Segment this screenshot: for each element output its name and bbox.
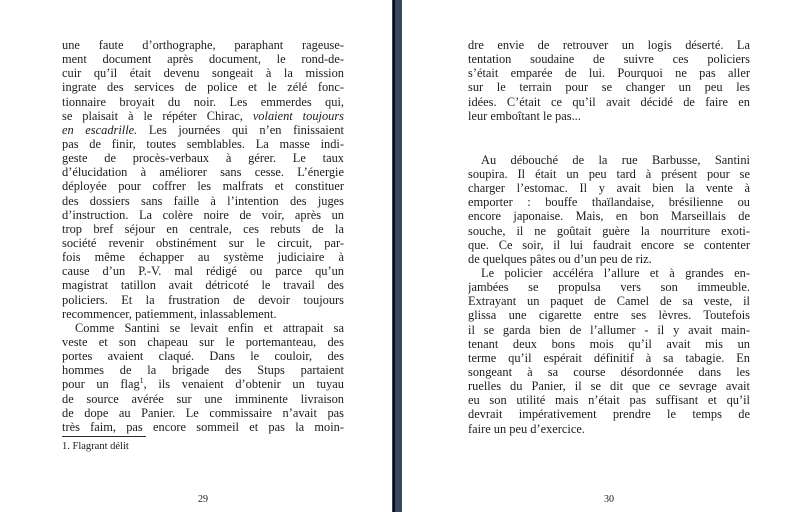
text-line [468,95,750,109]
text-line [468,109,750,123]
text-run: faire un peu d’exercice. [468,421,585,436]
text-line [468,167,750,181]
text-run: il se garda bien de l’allumer - il y avait main- [468,322,750,337]
text-run: geste de procès-verbaux à gérer. Le taux [62,151,344,166]
text-line [62,137,344,151]
text-run: ruelles du Panier, il se dit que ce sevrage avait [468,379,750,394]
text-line [62,236,344,250]
page-right [402,0,799,512]
text-run: encore japonaise. Mais, en bon Marseillais de [468,209,750,224]
text-run: pas de finir, toutes semblables. La masse indi- [62,136,344,151]
text-run: d’instruction. La colère noire de voir, après un [62,207,344,222]
footnote-reference: 1 [139,377,144,386]
text-run: recommencer, patiemment, inlassablement. [62,306,277,321]
page-left-text [62,38,344,434]
text-line [62,95,344,109]
text-line [62,52,344,66]
text-run: emporter : bouffe thaïlandaise, brésilienne ou [468,195,750,210]
page-number-right: 30 [604,494,614,505]
text-line [62,377,344,391]
text-line [468,153,750,167]
text-run: veste et son chapeau sur le portemanteau, des [62,334,344,349]
text-line [62,278,344,292]
text-line [468,379,750,393]
text-line [62,406,344,420]
text-run: fois même échapper au système judiciaire à [62,250,344,265]
text-run: portes avaient claqué. Dans le couloir, des [62,349,344,364]
text-line [62,66,344,80]
text-line [62,335,344,349]
page-left [0,0,392,512]
text-run: tentation soudaine de suivre ces policiers [468,52,750,67]
text-line [468,209,750,223]
text-line [468,407,750,421]
footnote-rule [62,436,146,437]
text-run: policiers. Et la frustration de devoir toujours [62,292,344,307]
text-line [468,308,750,322]
page-right-text [468,38,750,436]
text-line [62,250,344,264]
text-run: jambées se propulsa vers son immeuble. [468,280,750,295]
text-run: de dope au Panier. Le commissaire n’avait pas [62,405,344,420]
text-line [468,266,750,280]
text-line [62,151,344,165]
text-line [468,224,750,238]
text-run: pour un flag [62,377,140,392]
text-run: souche, il ne goûtait guère la nourriture exoti- [468,223,750,238]
text-run: de source avérée sur une imminente livraison [62,391,344,406]
text-line [62,179,344,193]
text-line [468,181,750,195]
text-run: Les journées qui n’en finissaient [137,122,344,137]
text-run: d’élucidation à améliorer sans cesse. L’énergie [62,165,344,180]
text-run: sur le terrain pour se changer un peu les [468,80,750,95]
text-line [62,194,344,208]
text-run: devrait impérativement prendre le temps de [468,407,750,422]
text-run: société revenir obstinément sur le circuit, par- [62,235,344,250]
text-run: se plaisait à le répéter Chirac, [62,108,253,123]
text-line [468,66,750,80]
text-run: une faute d’orthographe, paraphant rageuse- [62,38,344,52]
text-line [468,365,750,379]
text-run: Comme Santini se levait enfin et attrapait sa [75,320,344,335]
text-line [468,323,750,337]
text-run: tionnaire broyait du noir. Les emmerdes qui, [62,94,344,109]
text-run: de quelques pâtes ou d’un peu de riz. [468,251,652,266]
text-line [468,280,750,294]
text-run: ment document après document, le rond-de- [62,52,344,67]
text-line [62,123,344,137]
text-line [62,109,344,123]
italic-text: volaient toujours [252,108,344,123]
text-line [62,293,344,307]
text-run: leur emboîtant le pas... [468,108,581,123]
text-run: cuir qu’il était devenu songeait à la mission [62,66,344,81]
text-run: idées. C’était ce qu’il avait décidé de faire en [468,94,750,109]
text-line [468,52,750,66]
text-run: songeant à sa course désordonnée dans les [468,364,750,379]
text-line [468,393,750,407]
text-run: Le policier accéléra l’allure et à grandes en- [481,265,750,280]
text-line [468,80,750,94]
text-run: ingrate des services de police et le zélé fonc- [62,80,344,95]
text-run: Au débouché de la rue Barbusse, Santini [481,152,750,167]
text-line [62,222,344,236]
text-line [62,80,344,94]
text-line [62,349,344,363]
text-line [468,252,750,266]
text-line [468,337,750,351]
text-line [62,165,344,179]
text-run: très faim, pas encore sommeil et pas la moin- [62,419,344,434]
text-run: hommes de la brigade des Stups partaient [62,363,344,378]
text-line [468,294,750,308]
text-line [62,321,344,335]
italic-text: en escadrille. [62,122,138,137]
text-line [468,238,750,252]
text-run: dre envie de retrouver un logis déserté. La [468,38,750,52]
text-line [62,392,344,406]
spine-gutter-divider [392,0,402,512]
text-run: terme qu’il espérait définitif à sa tabagie. En [468,350,750,365]
text-run: Extrayant un paquet de Camel de sa veste, il [468,294,750,309]
text-line [62,38,344,52]
text-line [468,195,750,209]
text-run: eu son utilité mais n’était pas suffisant et qu’il [468,393,750,408]
text-line [62,363,344,377]
text-run: soupira. Il était un peu tard à présent pour se [468,166,750,181]
section-break [468,123,750,153]
text-run: glissa une cigarette entre ses lèvres. Toutefois [468,308,750,323]
text-run: , ils venaient d’obtenir un tuyau [143,377,344,392]
page-number-left: 29 [198,494,208,505]
text-run: que. Ce soir, il lui faudrait encore se contenter [468,237,750,252]
text-line [62,307,344,321]
text-run: des dossiers sans faille à l’intention des juges [62,193,344,208]
text-run: déployée pour coffrer les malfrats et constituer [62,179,344,194]
text-run: s’était emparée de lui. Pourquoi ne pas aller [468,66,750,81]
text-run: magistrat tatillon avait détricoté le travail des [62,278,344,293]
text-line [468,38,750,52]
text-line [468,422,750,436]
text-run: tenant deux bons mois qu’il avait mis un [468,336,750,351]
text-run: trop bref séjour en centrale, ces rebuts de la [62,221,344,236]
text-line [468,351,750,365]
text-line [62,208,344,222]
text-run: cause d’un P.-V. mal rédigé ou parce qu’un [62,264,344,279]
text-line [62,420,344,434]
footnote-block [62,436,344,453]
footnote-text: 1. Flagrant délit [62,441,129,452]
text-run: charger l’estomac. Il y avait bien la vente à [468,181,750,196]
text-line [62,264,344,278]
